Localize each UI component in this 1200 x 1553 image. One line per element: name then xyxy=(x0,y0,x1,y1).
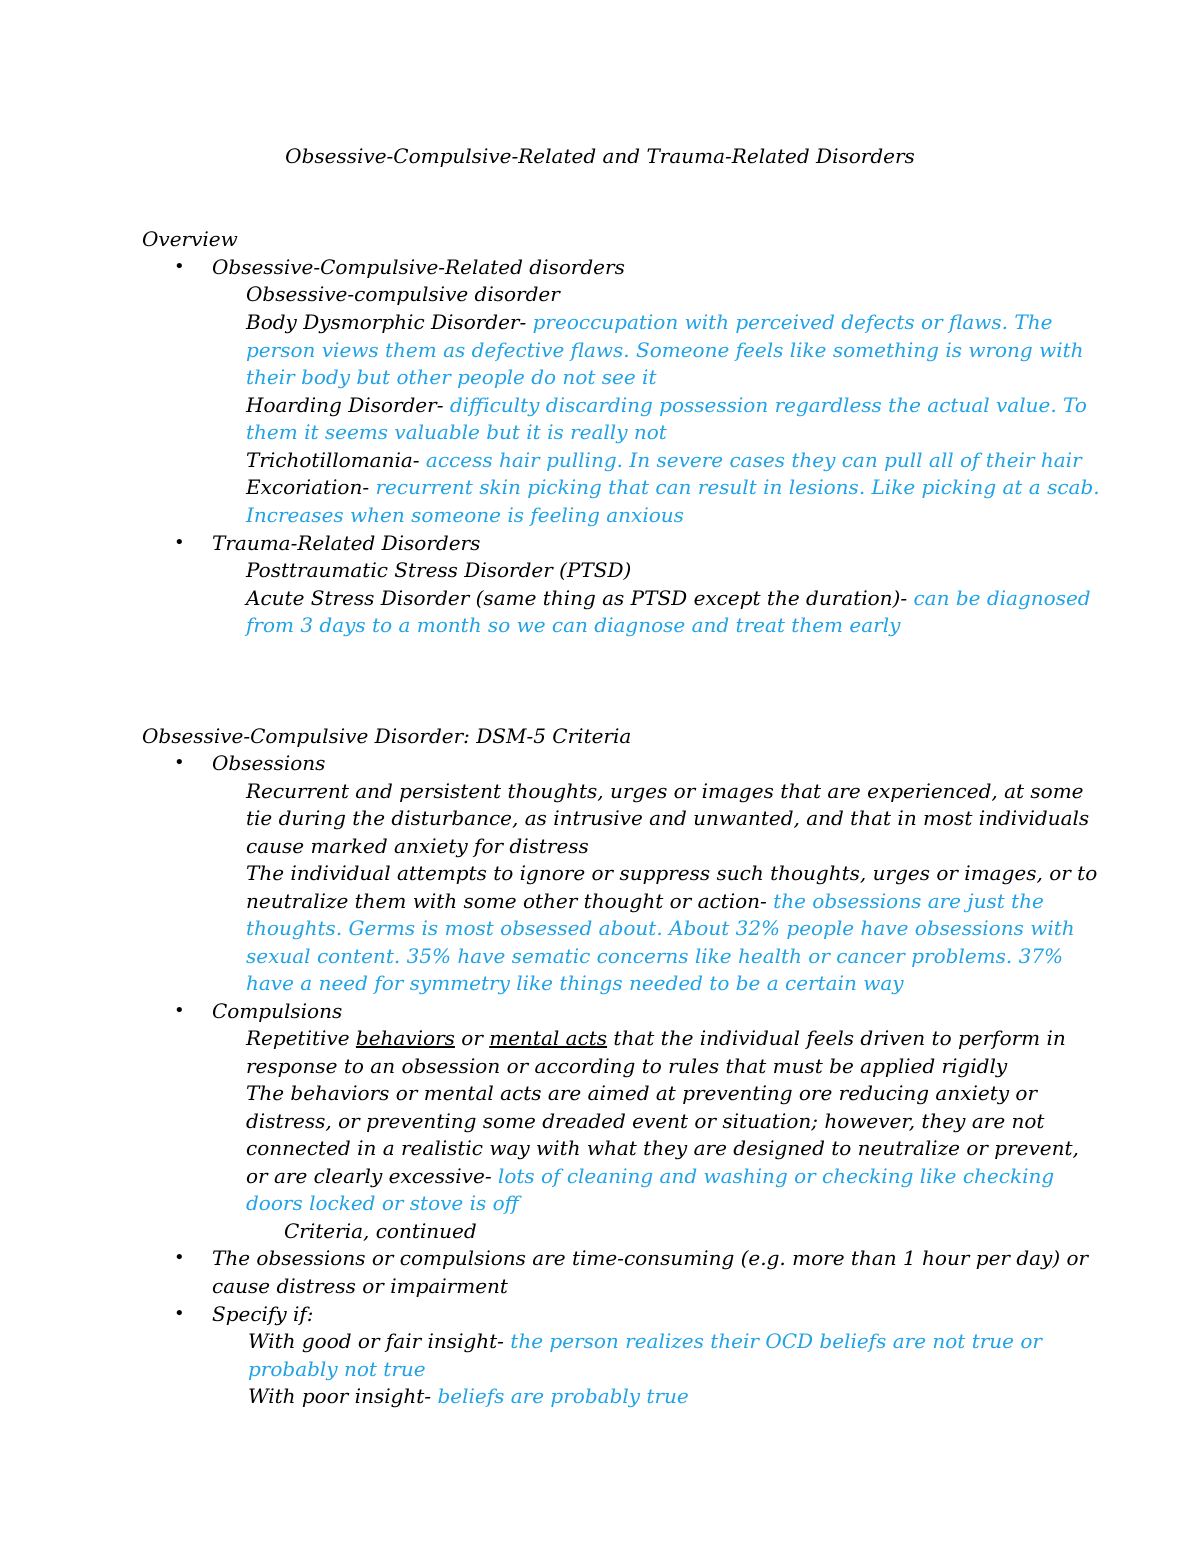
poor-insight-term: With poor insight- xyxy=(248,1384,432,1408)
hoarding-term: Hoarding Disorder- xyxy=(246,393,444,417)
compulsions-text: or are clearly excessive- xyxy=(246,1164,492,1188)
bdd-note: preoccupation with perceived defects or flaws. The xyxy=(526,310,1053,334)
asd-note: can be diagnosed xyxy=(907,586,1091,610)
compulsions-text-part: or xyxy=(454,1026,490,1050)
bdd-note: person views them as defective flaws. Someone feels like something is wrong with xyxy=(246,338,1084,362)
compulsions-text: connected in a realistic way with what they are designed to neutralize or prevent, xyxy=(246,1136,1079,1160)
asd-note: from 3 days to a month so we can diagnose and treat them early xyxy=(246,613,901,637)
bdd-term: Body Dysmorphic Disorder- xyxy=(246,310,527,334)
excoriation-term: Excoriation- xyxy=(246,475,370,499)
obsessions-note: the obsessions are just the xyxy=(766,889,1044,913)
time-consuming-bullet: cause distress or impairment xyxy=(212,1274,508,1298)
bullet-icon: • xyxy=(174,256,185,277)
hoarding-note: difficulty discarding possession regardless the actual value. To xyxy=(443,393,1087,417)
excoriation-note: Increases when someone is feeling anxious xyxy=(246,503,684,527)
bdd-note: their body but other people do not see it xyxy=(246,365,657,389)
good-insight-term: With good or fair insight- xyxy=(248,1329,504,1353)
bullet-icon: • xyxy=(174,1247,185,1268)
compulsions-note: doors locked or stove is off xyxy=(246,1191,519,1215)
obsessions-text: Recurrent and persistent thoughts, urges or images that are experienced, at some xyxy=(246,779,1084,803)
specify-bullet: Specify if: xyxy=(212,1302,314,1326)
excoriation-item xyxy=(246,473,1100,501)
obsessions-note: thoughts. Germs is most obsessed about. About 32% people have obsessions with xyxy=(246,916,1075,940)
hoarding-note: them it seems valuable but it is really not xyxy=(246,420,667,444)
tricho-note: access hair pulling. In severe cases they can pull all of their hair xyxy=(419,448,1082,472)
good-insight-note: probably not true xyxy=(248,1357,426,1381)
compulsions-bullet: Compulsions xyxy=(212,999,343,1023)
asd-term: Acute Stress Disorder (same thing as PTSD except the duration)- xyxy=(246,586,908,610)
compulsions-item xyxy=(246,1162,1054,1190)
good-insight-note: the person realizes their OCD beliefs are not true or xyxy=(503,1329,1042,1353)
asd-item xyxy=(246,584,1091,612)
obsessions-note: have a need for symmetry like things needed to be a certain way xyxy=(246,971,904,995)
ptsd-item: Posttraumatic Stress Disorder (PTSD) xyxy=(246,558,632,582)
bullet-icon: • xyxy=(174,532,185,553)
compulsions-text: The behaviors or mental acts are aimed at preventing ore reducing anxiety or xyxy=(246,1081,1038,1105)
obsessions-bullet: Obsessions xyxy=(212,751,326,775)
bullet-icon: • xyxy=(174,1000,185,1021)
poor-insight-note: beliefs are probably true xyxy=(431,1384,689,1408)
excoriation-note: recurrent skin picking that can result in lesions. Like picking at a scab. xyxy=(369,475,1100,499)
obsessions-text: cause marked anxiety for distress xyxy=(246,834,589,858)
trauma-bullet: Trauma-Related Disorders xyxy=(212,531,481,555)
bullet-icon: • xyxy=(174,752,185,773)
tricho-term: Trichotillomania- xyxy=(246,448,420,472)
compulsions-text-part: Repetitive xyxy=(246,1026,356,1050)
ocd-related-bullet: Obsessive-Compulsive-Related disorders xyxy=(212,255,625,279)
bullet-icon: • xyxy=(174,1303,185,1324)
mental-acts-underlined: mental acts xyxy=(489,1026,608,1050)
poor-insight-item xyxy=(248,1382,689,1410)
obsessions-text: neutralize them with some other thought or action- xyxy=(246,889,767,913)
overview-heading: Overview xyxy=(142,227,238,251)
compulsions-text xyxy=(246,1024,1066,1052)
tricho-item xyxy=(246,446,1082,474)
hoarding-item xyxy=(246,391,1087,419)
good-insight-item xyxy=(248,1327,1042,1355)
compulsions-note: lots of cleaning and washing or checking like checking xyxy=(491,1164,1055,1188)
behaviors-underlined: behaviors xyxy=(355,1026,455,1050)
obsessions-note: sexual content. 35% have sematic concerns like health or cancer problems. 37% xyxy=(246,944,1064,968)
dsm5-heading: Obsessive-Compulsive Disorder: DSM-5 Criteria xyxy=(142,724,632,748)
criteria-continued: Criteria, continued xyxy=(284,1219,477,1243)
obsessions-text: tie during the disturbance, as intrusive and unwanted, and that in most individuals xyxy=(246,806,1090,830)
compulsions-text: response to an obsession or according to rules that must be applied rigidly xyxy=(246,1054,1008,1078)
compulsions-text: distress, or preventing some dreaded event or situation; however, they are not xyxy=(246,1109,1045,1133)
time-consuming-bullet: The obsessions or compulsions are time-consuming (e.g. more than 1 hour per day) or xyxy=(212,1246,1089,1270)
obsessions-text: The individual attempts to ignore or suppress such thoughts, urges or images, or to xyxy=(246,861,1098,885)
bdd-item xyxy=(246,308,1052,336)
obsessions-item xyxy=(246,887,1044,915)
compulsions-text-part: that the individual feels driven to perform in xyxy=(607,1026,1066,1050)
document-title: Obsessive-Compulsive-Related and Trauma-Related Disorders xyxy=(285,144,915,168)
ocd-item: Obsessive-compulsive disorder xyxy=(246,282,560,306)
